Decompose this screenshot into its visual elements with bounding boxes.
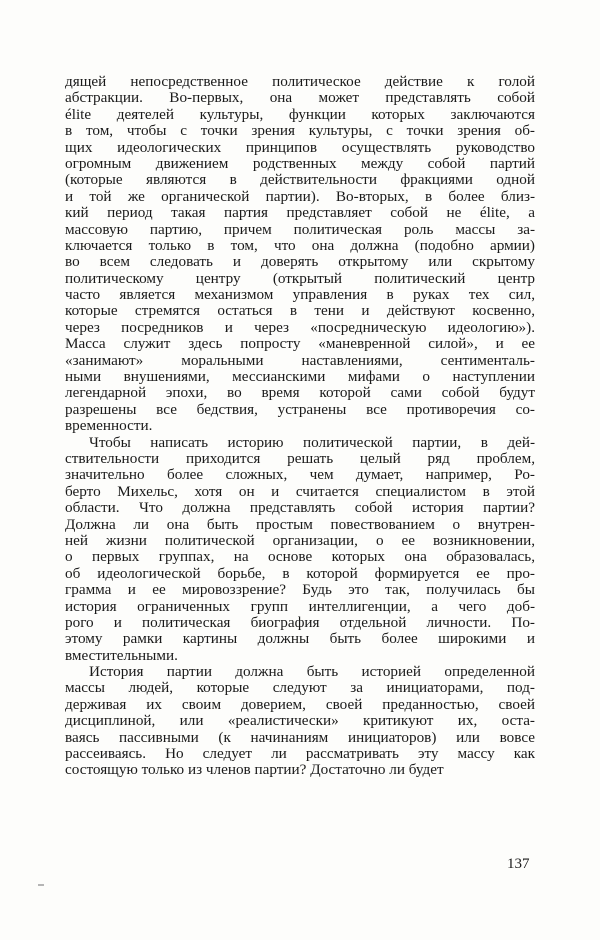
text-line: разрешены все бедствия, устранены все противоречия со- (65, 401, 535, 418)
text-line: щих идеологических принципов осуществлять руководство (65, 139, 535, 156)
paragraph (65, 435, 535, 664)
text-line: ствительности приходится решать целый ряд проблем, (65, 450, 535, 467)
text-line: и той же органической партии). Во-вторых, в более близ- (65, 188, 535, 205)
text-line: вместительными. (65, 647, 178, 664)
scan-speck (38, 884, 44, 886)
text-line: дисциплиной, или «реалистически» критикуют их, оста- (65, 713, 535, 730)
text-line: значительно более сложных, чем думает, например, Ро- (65, 467, 535, 484)
text-line: кий период такая партия представляет собой не élite, а (65, 205, 535, 222)
text-line: грамма и ее мировоззрение? Будь это так, получилась бы (65, 582, 535, 599)
page-number: 137 (507, 856, 530, 872)
text-line: временности. (65, 418, 153, 435)
text-line: ключается только в том, что она должна (подобно армии) (65, 237, 535, 254)
text-line: о первых группах, на основе которых она образовалась, (65, 549, 535, 566)
text-line: во всем следовать и доверять открытому или скрытому (65, 254, 535, 271)
paragraph (65, 664, 535, 779)
text-line: через посредников и через «посредническую идеологию»). (65, 319, 535, 336)
text-line: этому рамки картины должны быть более широкими и (65, 631, 535, 648)
text-line: дящей непосредственное политическое действие к голой (65, 74, 535, 90)
text-line: Чтобы написать историю политической партии, в дей- (89, 434, 535, 451)
text-line: массовую партию, причем политическая роль массы за- (65, 221, 535, 238)
text-line: «занимают» моральными наставлениями, сентименталь- (65, 352, 535, 369)
text-line: берто Михельс, хотя он и считается специалистом в этой (65, 483, 535, 500)
text-line: Должна ли она быть простым повествованием о внутрен- (65, 516, 535, 533)
text-line: élite деятелей культуры, функции которых заключаются (65, 106, 535, 123)
text-line: политическому центру (открытый политический центр (65, 270, 535, 287)
text-line: огромным движением родственных между собой партий (65, 155, 535, 172)
text-line: ными внушениями, мессианскими мифами о наступлении (65, 369, 535, 386)
text-line: рассеиваясь. Но следует ли рассматривать эту массу как (65, 746, 535, 763)
text-line: состоящую только из членов партии? Достаточно ли будет (65, 762, 444, 779)
text-line: (которые являются в действительности фракциями одной (65, 172, 535, 189)
text-line: ней жизни политической организации, о ее возникновении, (65, 532, 535, 549)
text-line: которые стремятся остаться в тени и действуют косвенно, (65, 303, 535, 320)
text-line: абстракции. Во-первых, она может представлять собой (65, 90, 535, 107)
text-line: История партии должна быть историей определенной (89, 664, 535, 681)
text-line: Масса служит здесь попросту «маневренной силой», и ее (65, 336, 535, 353)
paragraph (65, 74, 535, 435)
text-line: области. Что должна представлять собой история партии? (65, 500, 535, 517)
text-line: об идеологической борьбе, в которой формируется ее про- (65, 565, 535, 582)
text-line: легендарной эпохи, во время которой сами собой будут (65, 385, 535, 402)
text-line: ваясь пассивными (к начинаниям инициаторов) или вовсе (65, 729, 535, 746)
text-line: история ограниченных групп интеллигенции, а чего доб- (65, 598, 535, 615)
body-text (65, 74, 535, 779)
text-line: держивая их своим доверием, своей преданностью, своей (65, 696, 535, 713)
text-line: в том, чтобы с точки зрения культуры, с точки зрения об- (65, 123, 535, 140)
text-line: массы людей, которые следуют за инициаторами, под- (65, 680, 535, 697)
text-line: рого и политическая биография отдельной личности. По- (65, 614, 535, 631)
text-line: часто является механизмом управления в руках тех сил, (65, 287, 535, 304)
